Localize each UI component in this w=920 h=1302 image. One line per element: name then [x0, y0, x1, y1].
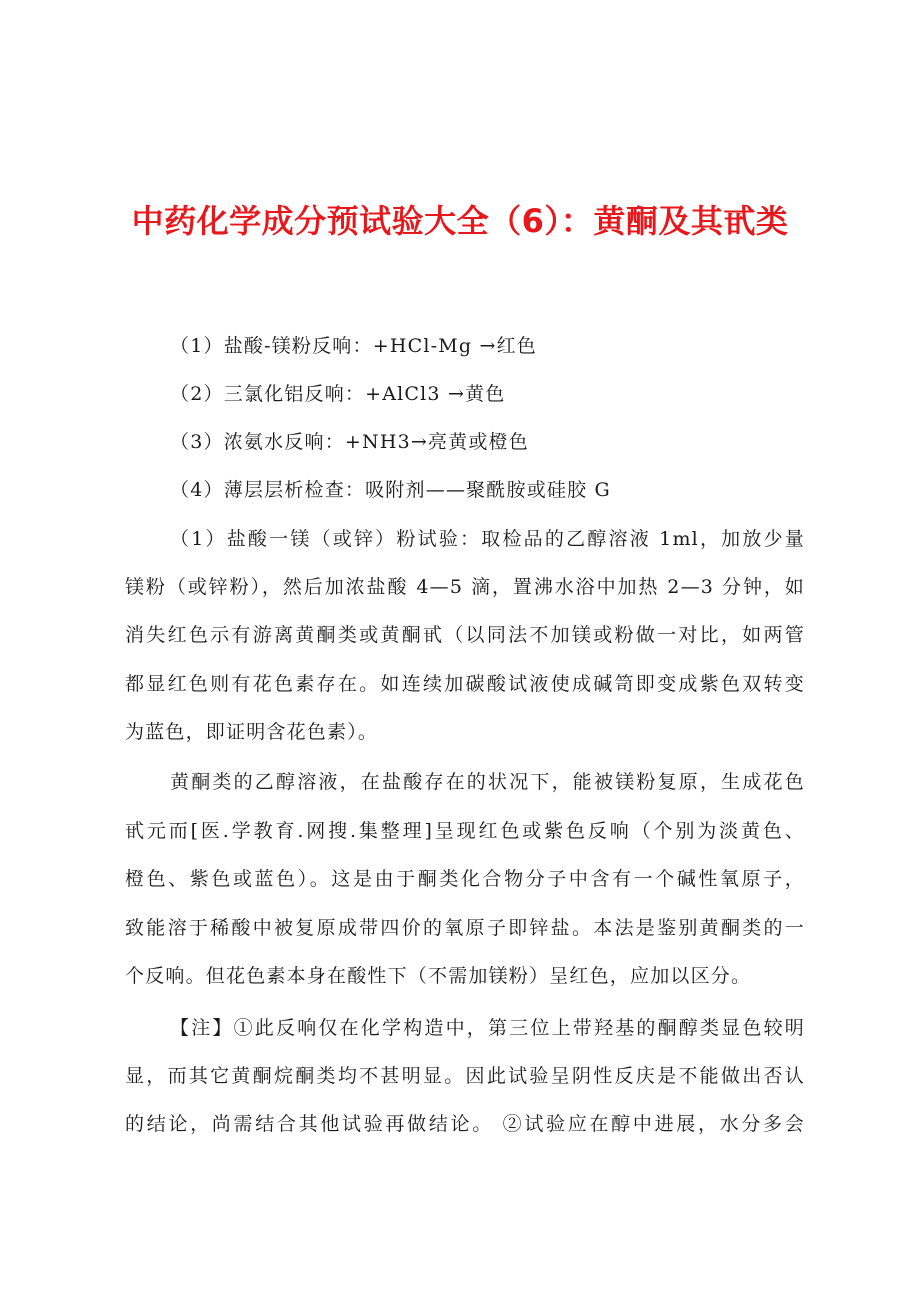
- paragraph-line: 消失红色示有游离黄酮类或黄酮甙（以同法不加镁或粉做一对比，如两管: [125, 624, 805, 646]
- summary-item: （1）盐酸-镁粉反响：+HCl-Mg →红色: [170, 335, 538, 357]
- paragraph-line: 镁粉（或锌粉），然后加浓盐酸 4—5 滴，置沸水浴中加热 2—3 分钟，如: [125, 576, 805, 598]
- paragraph-line: 显，而其它黄酮烷酮类均不甚明显。因此试验呈阴性反庆是不能做出否认: [125, 1065, 805, 1087]
- paragraph-line: 为蓝色，即证明含花色素）。: [125, 721, 379, 743]
- paragraph-line: 个反响。但花色素本身在酸性下（不需加镁粉）呈红色，应加以区分。: [125, 965, 752, 987]
- paragraph-line: 的结论，尚需结合其他试验再做结论。 ②试验应在醇中进展，水分多会: [125, 1113, 805, 1135]
- paragraph-line: 甙元而[医.学教育.网搜.集整理]呈现红色或紫色反响（个别为淡黄色、: [125, 820, 805, 842]
- paragraph-line: 【注】①此反响仅在化学构造中，第三位上带羟基的酮醇类显色较明: [170, 1017, 805, 1039]
- paragraph-line: 致能溶于稀酸中被复原成带四价的氧原子即锌盐。本法是鉴别黄酮类的一: [125, 917, 805, 939]
- paragraph-line: （1）盐酸一镁（或锌）粉试验：取检品的乙醇溶液 1ml，加放少量: [170, 528, 805, 550]
- paragraph-line: 都显红色则有花色素存在。如连续加碳酸试液使成碱笥即变成紫色双转变: [125, 673, 805, 695]
- summary-item: （2）三氯化铝反响：+AlCl3 →黄色: [170, 383, 506, 405]
- paragraph-line: 黄酮类的乙醇溶液，在盐酸存在的状况下，能被镁粉复原，生成花色: [170, 771, 805, 793]
- summary-item: （3）浓氨水反响：+NH3→亮黄或橙色: [170, 431, 530, 453]
- summary-item: （4）薄层层析检查：吸附剂——聚酰胺或硅胶 G: [170, 479, 611, 501]
- paragraph-line: 橙色、紫色或蓝色）。这是由于酮类化合物分子中含有一个碱性氧原子，: [125, 868, 805, 890]
- document-title: 中药化学成分预试验大全（6）：黄酮及其甙类: [131, 202, 789, 240]
